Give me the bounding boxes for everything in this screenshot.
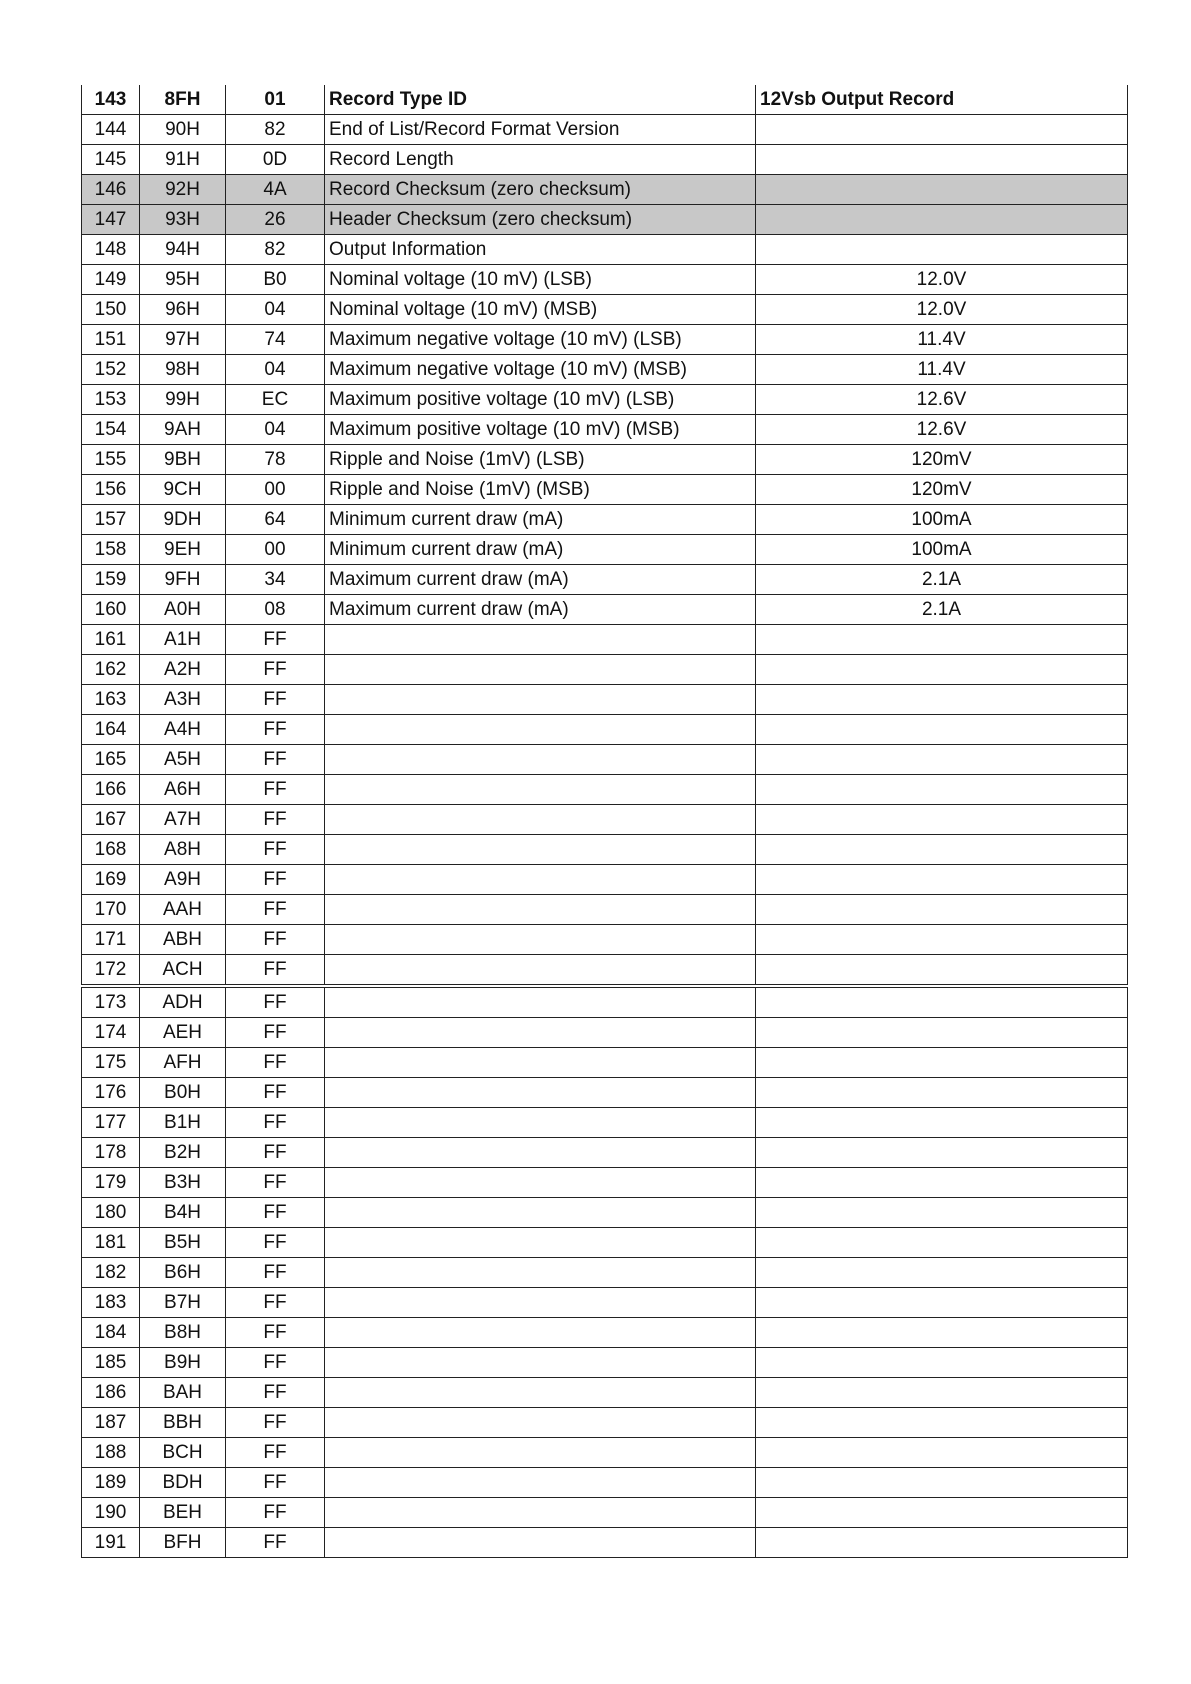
note-cell <box>756 986 1128 1018</box>
description-cell <box>325 1348 756 1378</box>
offset-cell: 186 <box>82 1378 140 1408</box>
hex-offset-cell: A8H <box>140 835 226 865</box>
offset-cell: 189 <box>82 1468 140 1498</box>
note-cell <box>756 775 1128 805</box>
value-cell: FF <box>226 1438 325 1468</box>
hex-offset-cell: A1H <box>140 625 226 655</box>
description-cell <box>325 775 756 805</box>
hex-offset-cell: 98H <box>140 355 226 385</box>
hex-offset-cell: AAH <box>140 895 226 925</box>
description-cell <box>325 805 756 835</box>
value-cell: FF <box>226 895 325 925</box>
hex-offset-cell: 90H <box>140 115 226 145</box>
value-cell: 0D <box>226 145 325 175</box>
table-row <box>82 85 1128 115</box>
hex-offset-cell: BCH <box>140 1438 226 1468</box>
hex-offset-cell: AEH <box>140 1018 226 1048</box>
offset-cell: 174 <box>82 1018 140 1048</box>
description-cell <box>325 925 756 955</box>
hex-offset-cell: 91H <box>140 145 226 175</box>
note-cell: 100mA <box>756 505 1128 535</box>
hex-offset-cell: 8FH <box>140 85 226 115</box>
table-row <box>82 1258 1128 1288</box>
hex-offset-cell: B6H <box>140 1258 226 1288</box>
note-cell <box>756 1018 1128 1048</box>
table-row <box>82 715 1128 745</box>
value-cell: FF <box>226 1108 325 1138</box>
table-row <box>82 385 1128 415</box>
value-cell: FF <box>226 1318 325 1348</box>
table-row <box>82 325 1128 355</box>
table-row <box>82 565 1128 595</box>
offset-cell: 153 <box>82 385 140 415</box>
description-cell <box>325 1168 756 1198</box>
table-row <box>82 805 1128 835</box>
note-cell <box>756 1078 1128 1108</box>
hex-offset-cell: B8H <box>140 1318 226 1348</box>
value-cell: FF <box>226 1348 325 1378</box>
hex-offset-cell: A2H <box>140 655 226 685</box>
description-cell <box>325 1198 756 1228</box>
description-cell <box>325 1228 756 1258</box>
value-cell: FF <box>226 1138 325 1168</box>
description-cell <box>325 986 756 1018</box>
offset-cell: 175 <box>82 1048 140 1078</box>
note-cell <box>756 1288 1128 1318</box>
offset-cell: 181 <box>82 1228 140 1258</box>
note-cell: 11.4V <box>756 355 1128 385</box>
table-row <box>82 685 1128 715</box>
table-row <box>82 355 1128 385</box>
offset-cell: 154 <box>82 415 140 445</box>
note-cell <box>756 895 1128 925</box>
table-row <box>82 235 1128 265</box>
offset-cell: 187 <box>82 1408 140 1438</box>
table-row <box>82 1528 1128 1558</box>
table-row <box>82 1108 1128 1138</box>
note-cell <box>756 115 1128 145</box>
table-row <box>82 1318 1128 1348</box>
description-cell: Header Checksum (zero checksum) <box>325 205 756 235</box>
table-row <box>82 1168 1128 1198</box>
note-cell <box>756 145 1128 175</box>
description-cell: Record Length <box>325 145 756 175</box>
value-cell: FF <box>226 925 325 955</box>
hex-offset-cell: 93H <box>140 205 226 235</box>
hex-offset-cell: 95H <box>140 265 226 295</box>
table-row <box>82 415 1128 445</box>
offset-cell: 163 <box>82 685 140 715</box>
description-cell: Ripple and Noise (1mV) (LSB) <box>325 445 756 475</box>
note-cell <box>756 1528 1128 1558</box>
table-row <box>82 1048 1128 1078</box>
hex-offset-cell: BFH <box>140 1528 226 1558</box>
table-row <box>82 475 1128 505</box>
description-cell: Maximum negative voltage (10 mV) (LSB) <box>325 325 756 355</box>
hex-offset-cell: BBH <box>140 1408 226 1438</box>
offset-cell: 164 <box>82 715 140 745</box>
note-cell <box>756 1108 1128 1138</box>
description-cell <box>325 1108 756 1138</box>
description-cell: Minimum current draw (mA) <box>325 505 756 535</box>
description-cell: Maximum negative voltage (10 mV) (MSB) <box>325 355 756 385</box>
hex-offset-cell: 97H <box>140 325 226 355</box>
table-row <box>82 1498 1128 1528</box>
note-cell <box>756 805 1128 835</box>
description-cell: Output Information <box>325 235 756 265</box>
offset-cell: 160 <box>82 595 140 625</box>
table-row <box>82 655 1128 685</box>
description-cell: Ripple and Noise (1mV) (MSB) <box>325 475 756 505</box>
table-row <box>82 595 1128 625</box>
table-row <box>82 986 1128 1018</box>
table-row <box>82 1348 1128 1378</box>
value-cell: FF <box>226 775 325 805</box>
note-cell <box>756 1228 1128 1258</box>
offset-cell: 146 <box>82 175 140 205</box>
value-cell: 01 <box>226 85 325 115</box>
description-cell: End of List/Record Format Version <box>325 115 756 145</box>
offset-cell: 155 <box>82 445 140 475</box>
note-cell: 12.0V <box>756 265 1128 295</box>
note-cell <box>756 1048 1128 1078</box>
offset-cell: 162 <box>82 655 140 685</box>
value-cell: FF <box>226 1408 325 1438</box>
offset-cell: 145 <box>82 145 140 175</box>
table-row <box>82 505 1128 535</box>
value-cell: 4A <box>226 175 325 205</box>
note-cell <box>756 955 1128 987</box>
value-cell: EC <box>226 385 325 415</box>
table-row <box>82 1138 1128 1168</box>
offset-cell: 152 <box>82 355 140 385</box>
value-cell: 82 <box>226 115 325 145</box>
value-cell: FF <box>226 1018 325 1048</box>
offset-cell: 185 <box>82 1348 140 1378</box>
note-cell <box>756 175 1128 205</box>
value-cell: FF <box>226 1378 325 1408</box>
description-cell <box>325 685 756 715</box>
offset-cell: 179 <box>82 1168 140 1198</box>
note-cell <box>756 1258 1128 1288</box>
description-cell <box>325 745 756 775</box>
hex-offset-cell: BAH <box>140 1378 226 1408</box>
value-cell: 04 <box>226 415 325 445</box>
offset-cell: 165 <box>82 745 140 775</box>
note-cell <box>756 1138 1128 1168</box>
hex-offset-cell: ACH <box>140 955 226 987</box>
table-row <box>82 295 1128 325</box>
offset-cell: 188 <box>82 1438 140 1468</box>
hex-offset-cell: B7H <box>140 1288 226 1318</box>
hex-offset-cell: B4H <box>140 1198 226 1228</box>
note-cell: 12.0V <box>756 295 1128 325</box>
hex-offset-cell: 9CH <box>140 475 226 505</box>
offset-cell: 182 <box>82 1258 140 1288</box>
note-cell <box>756 1348 1128 1378</box>
table-row <box>82 1408 1128 1438</box>
offset-cell: 173 <box>82 986 140 1018</box>
note-cell: 11.4V <box>756 325 1128 355</box>
value-cell: FF <box>226 1228 325 1258</box>
description-cell: Nominal voltage (10 mV) (MSB) <box>325 295 756 325</box>
table-row <box>82 1018 1128 1048</box>
hex-offset-cell: A9H <box>140 865 226 895</box>
note-cell <box>756 1468 1128 1498</box>
value-cell: FF <box>226 1078 325 1108</box>
note-cell: 12.6V <box>756 415 1128 445</box>
note-cell <box>756 835 1128 865</box>
description-cell <box>325 715 756 745</box>
description-cell <box>325 1288 756 1318</box>
description-cell <box>325 625 756 655</box>
hex-offset-cell: A5H <box>140 745 226 775</box>
table-row <box>82 1228 1128 1258</box>
description-cell <box>325 1468 756 1498</box>
hex-offset-cell: A3H <box>140 685 226 715</box>
offset-cell: 171 <box>82 925 140 955</box>
value-cell: FF <box>226 1468 325 1498</box>
description-cell: Maximum current draw (mA) <box>325 595 756 625</box>
description-cell <box>325 1018 756 1048</box>
table-row <box>82 1438 1128 1468</box>
offset-cell: 161 <box>82 625 140 655</box>
table-row <box>82 775 1128 805</box>
hex-offset-cell: AFH <box>140 1048 226 1078</box>
hex-offset-cell: 9FH <box>140 565 226 595</box>
description-cell <box>325 1438 756 1468</box>
table-row <box>82 175 1128 205</box>
description-cell: Maximum positive voltage (10 mV) (LSB) <box>325 385 756 415</box>
value-cell: FF <box>226 986 325 1018</box>
table-row <box>82 865 1128 895</box>
table-row <box>82 1078 1128 1108</box>
note-cell <box>756 1408 1128 1438</box>
hex-offset-cell: ADH <box>140 986 226 1018</box>
note-cell <box>756 715 1128 745</box>
value-cell: 00 <box>226 475 325 505</box>
description-cell: Record Type ID <box>325 85 756 115</box>
offset-cell: 177 <box>82 1108 140 1138</box>
table-row <box>82 835 1128 865</box>
table-row <box>82 1288 1128 1318</box>
note-cell: 2.1A <box>756 565 1128 595</box>
value-cell: FF <box>226 865 325 895</box>
description-cell <box>325 1258 756 1288</box>
description-cell <box>325 1048 756 1078</box>
value-cell: 64 <box>226 505 325 535</box>
note-cell <box>756 1438 1128 1468</box>
fru-table-body <box>82 85 1128 1558</box>
value-cell: 04 <box>226 295 325 325</box>
offset-cell: 143 <box>82 85 140 115</box>
hex-offset-cell: 9DH <box>140 505 226 535</box>
description-cell: Record Checksum (zero checksum) <box>325 175 756 205</box>
note-cell <box>756 925 1128 955</box>
offset-cell: 166 <box>82 775 140 805</box>
description-cell <box>325 655 756 685</box>
note-cell: 12.6V <box>756 385 1128 415</box>
note-cell <box>756 685 1128 715</box>
offset-cell: 169 <box>82 865 140 895</box>
offset-cell: 176 <box>82 1078 140 1108</box>
offset-cell: 156 <box>82 475 140 505</box>
value-cell: FF <box>226 745 325 775</box>
note-cell <box>756 235 1128 265</box>
value-cell: FF <box>226 1288 325 1318</box>
description-cell <box>325 895 756 925</box>
value-cell: FF <box>226 625 325 655</box>
description-cell <box>325 865 756 895</box>
hex-offset-cell: A6H <box>140 775 226 805</box>
table-row <box>82 745 1128 775</box>
note-cell <box>756 1168 1128 1198</box>
description-cell: Minimum current draw (mA) <box>325 535 756 565</box>
offset-cell: 178 <box>82 1138 140 1168</box>
value-cell: FF <box>226 1048 325 1078</box>
table-row <box>82 115 1128 145</box>
note-cell <box>756 865 1128 895</box>
offset-cell: 159 <box>82 565 140 595</box>
table-row <box>82 1198 1128 1228</box>
hex-offset-cell: B2H <box>140 1138 226 1168</box>
description-cell: Maximum positive voltage (10 mV) (MSB) <box>325 415 756 445</box>
hex-offset-cell: 92H <box>140 175 226 205</box>
note-cell <box>756 205 1128 235</box>
description-cell <box>325 1498 756 1528</box>
hex-offset-cell: 96H <box>140 295 226 325</box>
note-cell: 12Vsb Output Record <box>756 85 1128 115</box>
note-cell: 100mA <box>756 535 1128 565</box>
fru-record-table <box>81 85 1128 1558</box>
description-cell <box>325 1078 756 1108</box>
offset-cell: 190 <box>82 1498 140 1528</box>
note-cell: 120mV <box>756 445 1128 475</box>
description-cell <box>325 1318 756 1348</box>
value-cell: 04 <box>226 355 325 385</box>
value-cell: FF <box>226 1498 325 1528</box>
value-cell: 74 <box>226 325 325 355</box>
hex-offset-cell: ABH <box>140 925 226 955</box>
table-row <box>82 145 1128 175</box>
offset-cell: 158 <box>82 535 140 565</box>
value-cell: FF <box>226 1198 325 1228</box>
value-cell: FF <box>226 835 325 865</box>
offset-cell: 172 <box>82 955 140 987</box>
note-cell: 2.1A <box>756 595 1128 625</box>
note-cell: 120mV <box>756 475 1128 505</box>
offset-cell: 168 <box>82 835 140 865</box>
note-cell <box>756 1498 1128 1528</box>
hex-offset-cell: B0H <box>140 1078 226 1108</box>
offset-cell: 191 <box>82 1528 140 1558</box>
offset-cell: 150 <box>82 295 140 325</box>
table-row <box>82 1468 1128 1498</box>
hex-offset-cell: B1H <box>140 1108 226 1138</box>
offset-cell: 144 <box>82 115 140 145</box>
note-cell <box>756 625 1128 655</box>
table-row <box>82 265 1128 295</box>
value-cell: 78 <box>226 445 325 475</box>
value-cell: B0 <box>226 265 325 295</box>
hex-offset-cell: 94H <box>140 235 226 265</box>
value-cell: 26 <box>226 205 325 235</box>
table-row <box>82 535 1128 565</box>
offset-cell: 167 <box>82 805 140 835</box>
value-cell: 00 <box>226 535 325 565</box>
description-cell: Nominal voltage (10 mV) (LSB) <box>325 265 756 295</box>
table-row <box>82 205 1128 235</box>
value-cell: FF <box>226 1528 325 1558</box>
offset-cell: 183 <box>82 1288 140 1318</box>
value-cell: FF <box>226 1258 325 1288</box>
hex-offset-cell: B5H <box>140 1228 226 1258</box>
value-cell: 08 <box>226 595 325 625</box>
table-row <box>82 895 1128 925</box>
hex-offset-cell: 9EH <box>140 535 226 565</box>
value-cell: 34 <box>226 565 325 595</box>
description-cell <box>325 835 756 865</box>
offset-cell: 151 <box>82 325 140 355</box>
offset-cell: 180 <box>82 1198 140 1228</box>
offset-cell: 147 <box>82 205 140 235</box>
hex-offset-cell: BEH <box>140 1498 226 1528</box>
note-cell <box>756 1378 1128 1408</box>
offset-cell: 170 <box>82 895 140 925</box>
description-cell <box>325 1528 756 1558</box>
hex-offset-cell: 9AH <box>140 415 226 445</box>
hex-offset-cell: A4H <box>140 715 226 745</box>
value-cell: FF <box>226 805 325 835</box>
hex-offset-cell: B3H <box>140 1168 226 1198</box>
note-cell <box>756 1198 1128 1228</box>
table-row <box>82 925 1128 955</box>
table-row <box>82 1378 1128 1408</box>
description-cell <box>325 1138 756 1168</box>
value-cell: FF <box>226 715 325 745</box>
hex-offset-cell: A0H <box>140 595 226 625</box>
description-cell <box>325 1408 756 1438</box>
description-cell <box>325 1378 756 1408</box>
hex-offset-cell: 9BH <box>140 445 226 475</box>
offset-cell: 148 <box>82 235 140 265</box>
value-cell: FF <box>226 955 325 987</box>
offset-cell: 149 <box>82 265 140 295</box>
hex-offset-cell: A7H <box>140 805 226 835</box>
table-row <box>82 445 1128 475</box>
hex-offset-cell: 99H <box>140 385 226 415</box>
value-cell: 82 <box>226 235 325 265</box>
note-cell <box>756 745 1128 775</box>
value-cell: FF <box>226 685 325 715</box>
value-cell: FF <box>226 655 325 685</box>
note-cell <box>756 1318 1128 1348</box>
note-cell <box>756 655 1128 685</box>
hex-offset-cell: BDH <box>140 1468 226 1498</box>
offset-cell: 157 <box>82 505 140 535</box>
description-cell: Maximum current draw (mA) <box>325 565 756 595</box>
value-cell: FF <box>226 1168 325 1198</box>
description-cell <box>325 955 756 987</box>
hex-offset-cell: B9H <box>140 1348 226 1378</box>
offset-cell: 184 <box>82 1318 140 1348</box>
table-row <box>82 955 1128 987</box>
table-row <box>82 625 1128 655</box>
